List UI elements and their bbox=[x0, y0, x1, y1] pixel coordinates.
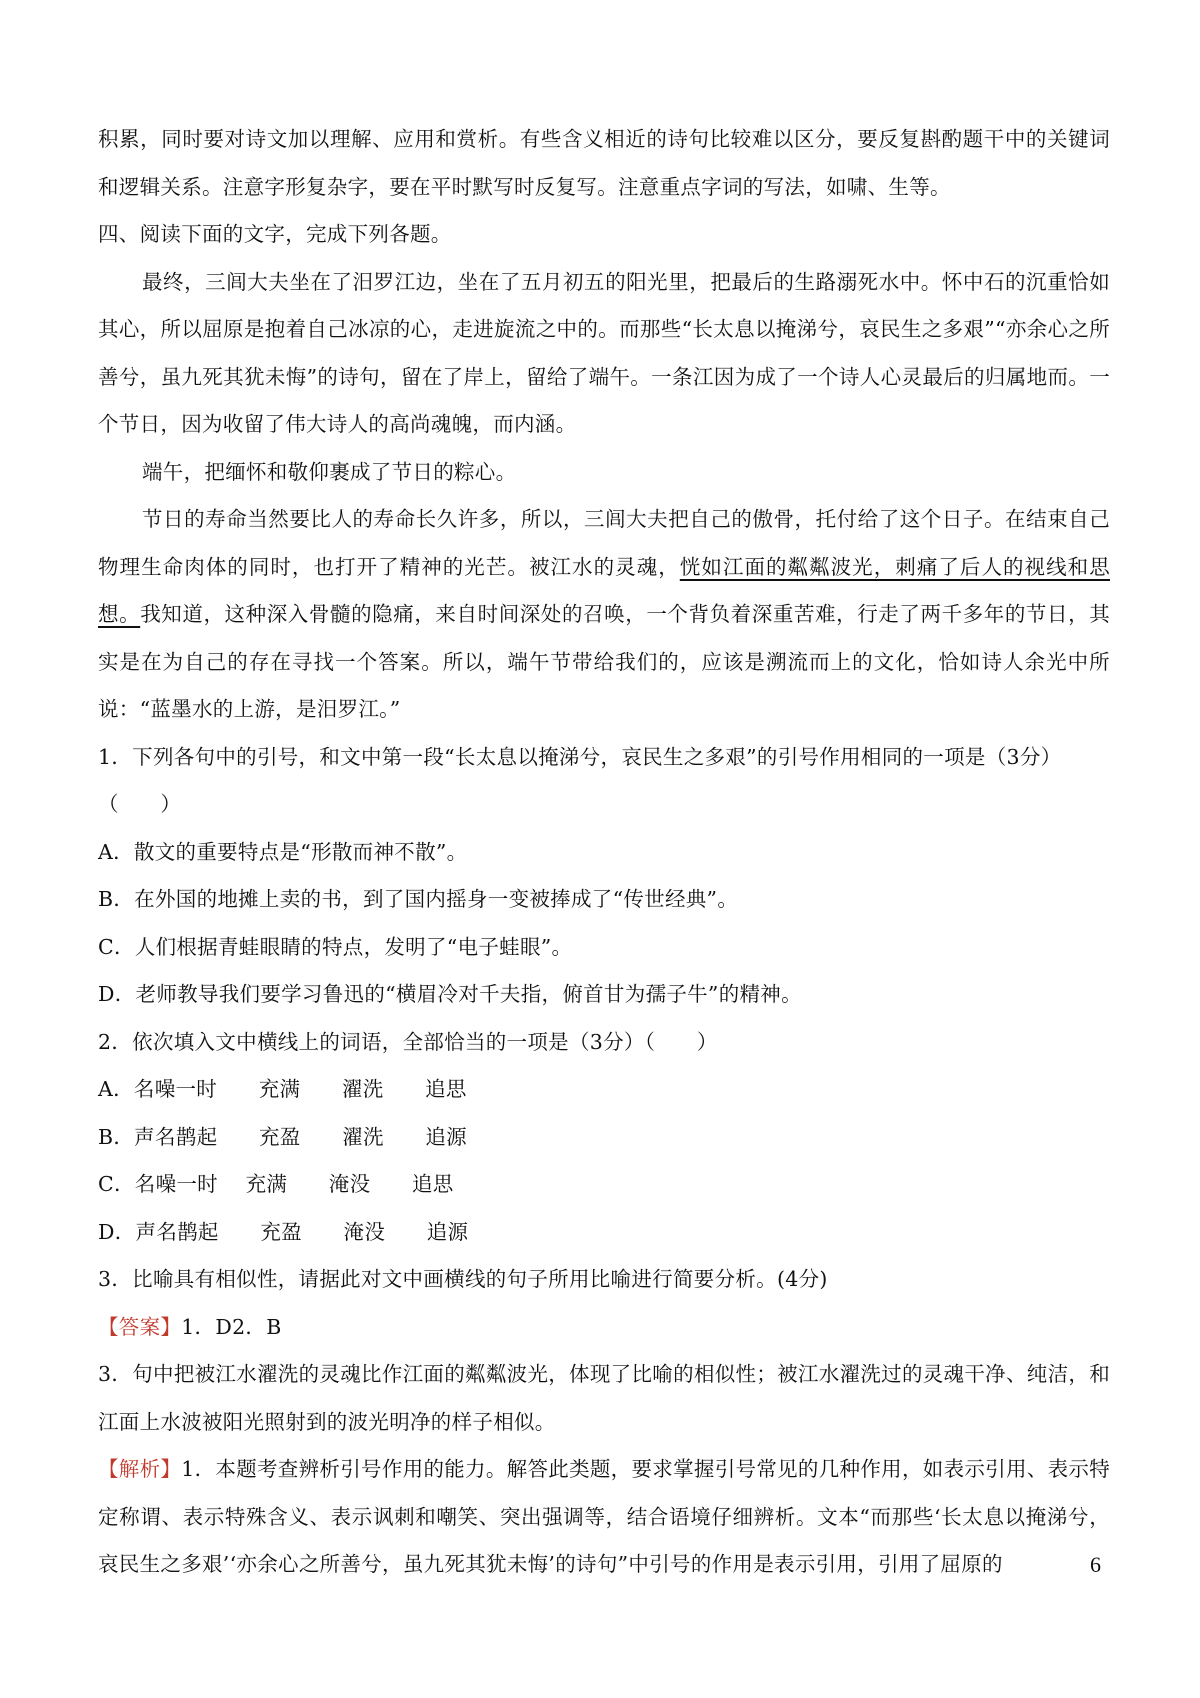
question-1-option-a: A．散文的重要特点是“形散而神不散”。 bbox=[98, 839, 468, 864]
passage-paragraph-2: 端午，把缅怀和敬仰裹成了节日的粽心。 bbox=[142, 459, 517, 484]
passage-paragraph-3 bbox=[98, 496, 1110, 734]
question-1-answer-paren: （ ） bbox=[98, 792, 182, 816]
question-1: 1．下列各句中的引号，和文中第一段“长太息以掩涕兮，哀民生之多艰”的引号作用相同的一项是（3分） bbox=[98, 744, 1062, 769]
question-1-option-c: C．人们根据青蛙眼睛的特点，发明了“电子蛙眼”。 bbox=[98, 934, 573, 959]
question-3: 3．比喻具有相似性，请据此对文中画横线的句子所用比喻进行简要分析。(4分) bbox=[98, 1267, 828, 1291]
question-1-option-d: D．老师教导我们要学习鲁迅的“横眉冷对千夫指，俯首甘为孺子牛”的精神。 bbox=[98, 982, 802, 1006]
question-2-option-c: C．名噪一时 充满 淹没 追思 bbox=[98, 1172, 454, 1196]
question-2-option-b: B．声名鹊起 充盈 濯洗 追源 bbox=[98, 1124, 467, 1149]
analysis-tag: 【解析】 bbox=[98, 1457, 182, 1481]
intro-paragraph: 积累，同时要对诗文加以理解、应用和赏析。有些含义相近的诗句比较难以区分，要反复斟酌题干中的关键词和逻辑关系。注意字形复杂字，要在平时默写时反复写。注意重点字词的写法，如啸、生等。 bbox=[98, 127, 1110, 199]
answer-line bbox=[98, 1304, 1110, 1352]
answer-3-text: 3．句中把被江水濯洗的灵魂比作江面的粼粼波光，体现了比喻的相似性；被江水濯洗过的灵魂干净、纯洁，和江面上水波被阳光照射到的波光明净的样子相似。 bbox=[98, 1362, 1110, 1434]
section-title: 四、阅读下面的文字，完成下列各题。 bbox=[98, 222, 452, 246]
underlined-sentence: 恍如江面的粼粼波光，刺痛了后人的视线和思想。 bbox=[98, 554, 1111, 626]
question-2: 2．依次填入文中横线上的词语，全部恰当的一项是（3分）（ ） bbox=[98, 1029, 718, 1054]
question-2-options bbox=[98, 1066, 1110, 1256]
passage-paragraph-3-start: 节日的寿命当然要比人的寿命长久许多，所以，三闾大夫把自己的傲骨，托付给了这个日子。在结束自己物理生命肉体的同时，也打开了精神的光芒。被江水的灵魂， bbox=[98, 507, 1110, 579]
question-2-option-d: D．声名鹊起 充盈 淹没 追源 bbox=[98, 1219, 469, 1244]
page-number: 6 bbox=[1090, 1552, 1101, 1577]
analysis-paragraph bbox=[98, 1446, 1110, 1589]
question-1-option-b: B．在外国的地摊上卖的书，到了国内摇身一变被捧成了“传世经典”。 bbox=[98, 887, 739, 911]
passage-paragraph-1: 最终，三闾大夫坐在了汨罗江边，坐在了五月初五的阳光里，把最后的生路溺死水中。怀中石的沉重恰如其心，所以屈原是抱着自己冰凉的心，走进旋流之中的。而那些“长太息以掩涕兮，哀民生之多艰”“亦余心之所善兮，虽九死其犹未悔”的诗句，留在了岸上，留给了端午。一条江因为成了一个诗人心灵最后的归属地而。一个节日，因为收留了伟大诗人的高尚魂魄，而内涵。 bbox=[98, 269, 1110, 436]
question-1-options bbox=[98, 829, 1110, 1019]
answer-text: 1．D2．B bbox=[181, 1314, 282, 1339]
analysis-text: 1．本题考查辨析引号作用的能力。解答此类题，要求掌握引号常见的几种作用，如表示引用、表示特定称谓、表示特殊含义、表示讽刺和嘲笑、突出强调等，结合语境仔细辨析。文本“而那些‘长太息以掩涕兮，哀民生之多艰’‘亦余心之所善兮，虽九死其犹未悔’的诗句”中引号的作用是表示引用，引用了屈原的 bbox=[98, 1457, 1111, 1576]
page-content bbox=[98, 116, 1110, 1589]
question-2-option-a: A．名噪一时 充满 濯洗 追思 bbox=[98, 1077, 467, 1101]
passage-paragraph-3-end: 我知道，这种深入骨髓的隐痛，来自时间深处的召唤，一个背负着深重苦难，行走了两千多年的节日，其实是在为自己的存在寻找一个答案。所以，端午节带给我们的，应该是溯流而上的文化，恰如诗人余光中所说：“蓝墨水的上游，是汨罗江。” bbox=[98, 602, 1110, 721]
answer-tag: 【答案】 bbox=[98, 1314, 182, 1339]
